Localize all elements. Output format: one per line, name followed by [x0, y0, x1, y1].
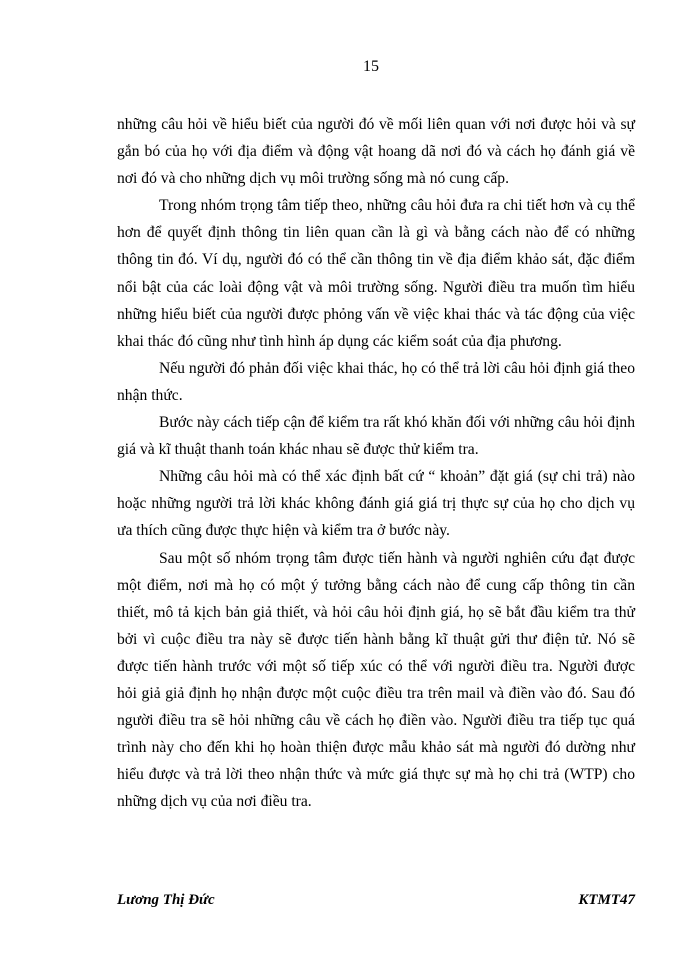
- paragraph: Bước này cách tiếp cận để kiểm tra rất khó khăn đối với những câu hỏi định giá và kĩ thuật thanh toán khác nhau sẽ được thử kiểm tra.: [117, 414, 635, 459]
- page-footer: [117, 892, 635, 909]
- paragraph-continued: những câu hỏi về hiểu biết của người đó về mối liên quan với nơi được hỏi và sự gắn bó của họ với địa điểm và động vật hoang dã nơi đó và cách họ đánh giá về nơi đó và cho những dịch vụ môi trường sống mà nó cung cấp.: [117, 116, 635, 188]
- paragraph: Trong nhóm trọng tâm tiếp theo, những câu hỏi đưa ra chi tiết hơn và cụ thể hơn để quyết định thông tin liên quan cần là gì và bằng cách nào để có những thông tin đó. Ví dụ, người đó có thể cần thông tin về địa điểm khảo sát, đặc điểm nổi bật của các loài động vật và môi trường sống. Người điều tra muốn tìm hiểu những hiểu biết của người được phỏng vấn về việc khai thác và tác động của việc khai thác đó cũng như tình hình áp dụng các kiểm soát của địa phương.: [117, 197, 635, 350]
- paragraph: Nếu người đó phản đối việc khai thác, họ có thể trả lời câu hỏi định giá theo nhận thức.: [117, 359, 635, 404]
- footer-class-code: KTMT47: [578, 892, 635, 908]
- paragraph: Sau một số nhóm trọng tâm được tiến hành và người nghiên cứu đạt được một điểm, nơi mà họ có một ý tưởng bằng cách nào để cung cấp thông tin cần thiết, mô tả kịch bản giả thiết, và hỏi câu hỏi định giá, họ sẽ bắt đầu kiểm tra thử bởi vì cuộc điều tra này sẽ được tiến hành bằng kĩ thuật gửi thư điện tử. Nó sẽ được tiến hành trước với một số tiếp xúc có thể với người điều tra. Người được hỏi giả giả định họ nhận được một cuộc điều tra trên mail và điền vào đó. Sau đó người điều tra sẽ hỏi những câu về cách họ điền vào. Người điều tra tiếp tục quá trình này cho đến khi họ hoàn thiện được mẫu khảo sát mà người đó dường như hiểu được và trả lời theo nhận thức và mức giá thực sự mà họ chi trả (WTP) cho những dịch vụ của nơi điều tra.: [117, 549, 635, 811]
- footer-author: Lương Thị Đức: [117, 892, 215, 908]
- body-text: [117, 111, 635, 815]
- page-number: 15: [363, 58, 379, 75]
- paragraph: Những câu hỏi mà có thể xác định bất cứ “ khoản” đặt giá (sự chi trả) nào hoặc những người trả lời khác không đánh giá giá trị thực sự của họ cho dịch vụ ưa thích cũng được thực hiện và kiểm tra ở bước này.: [117, 468, 635, 540]
